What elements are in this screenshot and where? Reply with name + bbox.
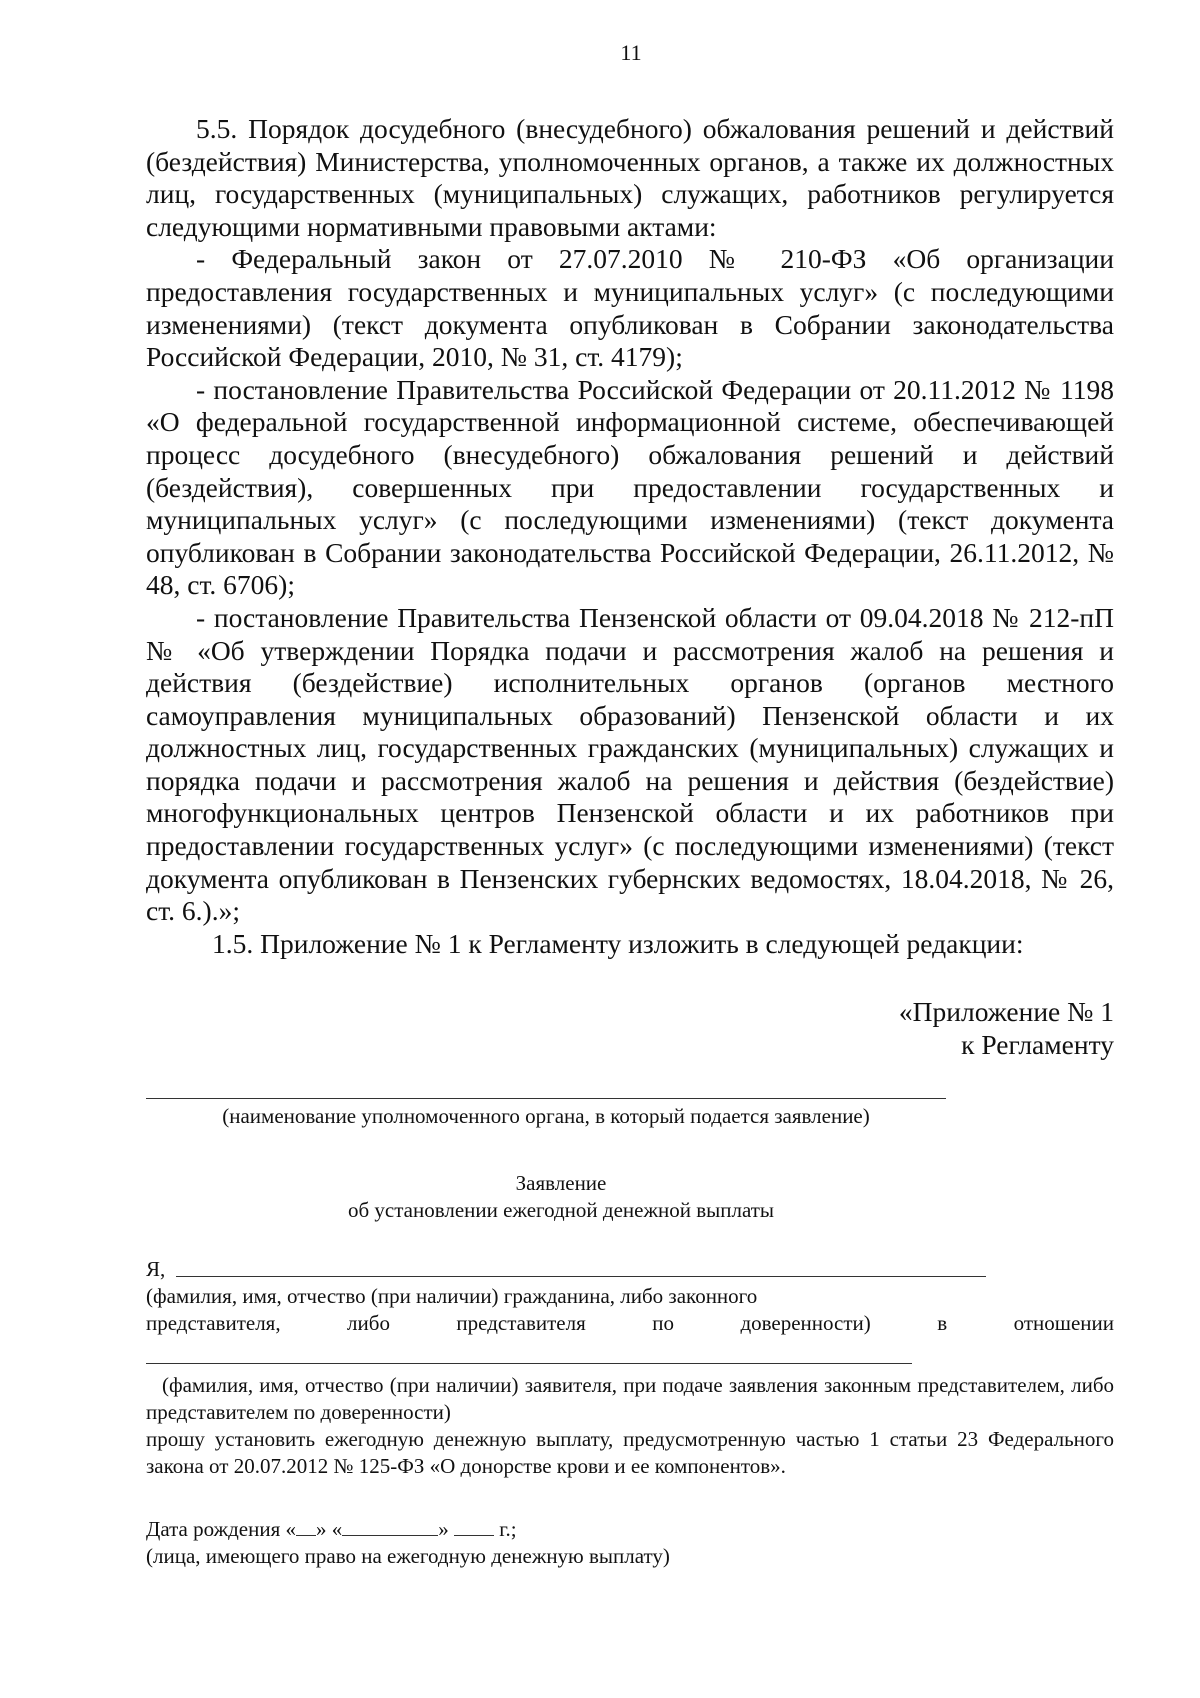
applicant-name-line[interactable] xyxy=(176,1276,986,1277)
paragraph-5-5: 5.5. Порядок досудебного (внесудебного) обжалования решений и действий (бездействия) Министерства, уполномоченных органов, а также их должностных лиц, государственных (муниципальных) служащих, работников регулируется следующими нормативными правовыми актами: xyxy=(146,113,1114,242)
dob-suffix: г.; xyxy=(499,1517,517,1541)
paragraph-penza-decree: - постановление Правительства Пензенской области от 09.04.2018 № 212-пП № «Об утверждении Порядка подачи и рассмотрения жалоб на решения и действия (бездействие) исполнительных органов (органов местного самоуправления муниципальных образований) Пензенской области и их должностных лиц, государственных гражданских (муниципальных) служащих и порядка подачи и рассмотрения жалоб на решения и действия (бездействие) многофункциональных центров Пензенской области и их работников при предоставлении государственных услуг» (с последующими изменениями) (текст документа опубликован в Пензенских губернских ведомостях, 18.04.2018, № 26, ст. 6.).»; xyxy=(146,601,1114,927)
applicant-caption-1: (фамилия, имя, отчество (при наличии) гражданина, либо законного xyxy=(146,1284,758,1308)
request-text: прошу установить ежегодную денежную выплату, предусмотренную частью 1 статьи 23 Федерального закона от 20.07.2012 № 125-ФЗ «О донорстве крови и ее компонентов». xyxy=(146,1427,1114,1478)
person-name-line[interactable] xyxy=(146,1363,912,1364)
dob-year-field[interactable] xyxy=(454,1517,494,1536)
person-caption: (фамилия, имя, отчество (при наличии) заявителя, при подаче заявления законным представителем, либо представителем по доверенности) xyxy=(146,1373,1114,1424)
dob-label: Дата рождения « xyxy=(146,1517,296,1541)
dob-sep-1: » « xyxy=(315,1517,343,1541)
dob-month-field[interactable] xyxy=(342,1517,438,1536)
applicant-row xyxy=(146,1256,986,1283)
applicant-caption-2: представителя, либо представителя по доверенности) в отношении xyxy=(146,1311,1114,1335)
paragraph-government-decree: - постановление Правительства Российской Федерации от 20.11.2012 № 1198 «О федеральной государственной информационной системе, обеспечивающей процесс досудебного (внесудебного) обжалования решений и действий (бездействия), совершенных при предоставлении государственных и муниципальных услуг» (с последующими изменениями) (текст документа опубликован в Собрании законодательства Российской Федерации, 26.11.2012, № 48, ст. 6706); xyxy=(146,373,1114,601)
form-title: Заявление xyxy=(515,1171,607,1195)
dob-row xyxy=(146,1516,1114,1543)
main-text xyxy=(146,113,1114,960)
form-subtitle: об установлении ежегодной денежной выплаты xyxy=(347,1198,775,1222)
appendix-reference xyxy=(899,996,1114,1061)
paragraph-1-5: 1.5. Приложение № 1 к Регламенту изложить в следующей редакции: xyxy=(212,927,1024,959)
page-number: 11 xyxy=(620,40,642,65)
application-form xyxy=(146,1098,1114,1570)
paragraph-federal-law: - Федеральный закон от 27.07.2010 № 210-ФЗ «Об организации предоставления государственных и муниципальных услуг» (с последующими изменениями) (текст документа опубликован в Собрании законодательства Российской Федерации, 2010, № 31, ст. 4179); xyxy=(146,243,1114,373)
organ-caption: (наименование уполномоченного органа, в который подается заявление) xyxy=(222,1104,870,1128)
dob-caption: (лица, имеющего право на ежегодную денежную выплату) xyxy=(146,1544,670,1568)
dob-sep-2: » xyxy=(438,1517,449,1541)
organ-name-line[interactable] xyxy=(146,1098,946,1099)
dob-day-field[interactable] xyxy=(296,1517,316,1536)
ya-label: Я, xyxy=(146,1257,166,1281)
appendix-line-1: «Приложение № 1 xyxy=(898,996,1114,1027)
appendix-line-2: к Регламенту xyxy=(961,1028,1114,1060)
